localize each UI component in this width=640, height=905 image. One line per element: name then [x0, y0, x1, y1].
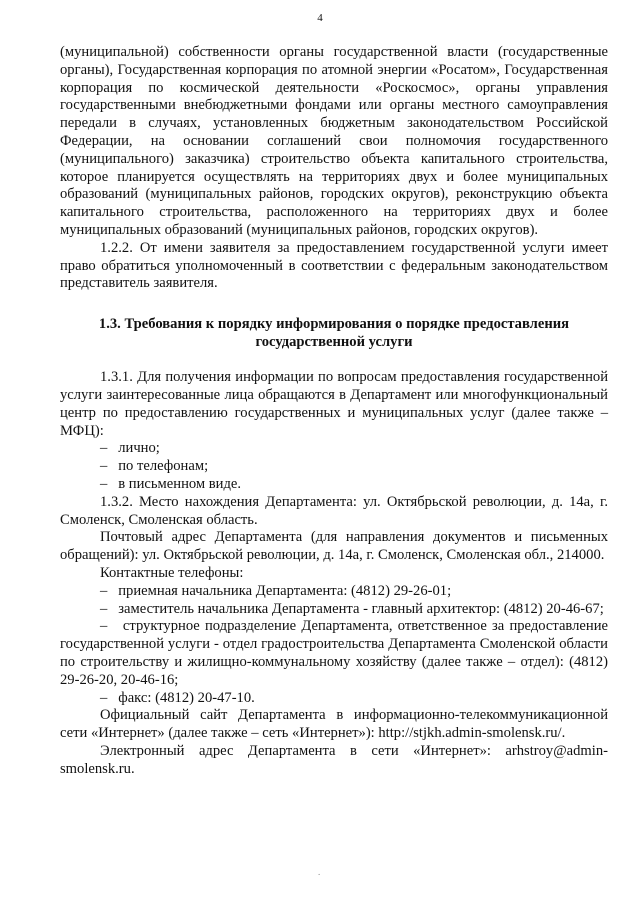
phone-text: факс: (4812) 20-47-10. [118, 689, 255, 706]
paragraph-1-3-2: 1.3.2. Место нахождения Департамента: ул. Октябрьской революции, д. 14а, г. Смоленск, Смоленская область. [60, 493, 608, 528]
dash-marker: – [100, 458, 108, 475]
phone-text: приемная начальника Департамента: (4812) 29-26-01; [118, 582, 452, 599]
list-item [60, 440, 608, 458]
list-item [60, 458, 608, 476]
email-address: Электронный адрес Департамента в сети «Интернет»: arhstroy@admin-smolensk.ru. [60, 742, 608, 777]
phone-item [60, 583, 608, 601]
phone-item [60, 601, 608, 619]
list-item-text: в письменном виде. [118, 475, 242, 492]
dash-marker: – [100, 600, 108, 617]
official-website: Официальный сайт Департамента в информационно-телекоммуникационной сети «Интернет» (далее также – сеть «Интернет»): http://stjkh.admin-smolensk.ru/. [60, 707, 608, 742]
phone-item [60, 690, 608, 708]
footer-mark: . [318, 867, 321, 877]
list-item [60, 476, 608, 494]
list-item-text: по телефонам; [118, 458, 209, 475]
document-body [60, 44, 608, 778]
paragraph-1-3-1: 1.3.1. Для получения информации по вопросам предоставления государственной услуги заинтересованные лица обращаются в Департамент или многофункциональный центр по предоставлению государственных и муниципальных услуг (далее также – МФЦ): [60, 369, 608, 439]
phones-list [60, 583, 608, 708]
dash-marker: – [100, 440, 108, 457]
phones-title: Контактные телефоны: [100, 564, 244, 581]
continuation-paragraph: (муниципальной) собственности органы государственной власти (государственные органы), Государственная корпорация по атомной энергии «Росатом», Государственная корпорация по космической деятельности «Роскосмос», органы управления государственными внебюджетными фондами или органы местного самоуправления передали в случаях, установленных бюджетным законодательством Российской Федерации, на основании соглашений свои полномочия государственного (муниципального) заказчика) строительство объекта капитального строительства, которое планируется осуществлять на территориях двух и более муниципальных образований (муниципальных районов, городских округов), реконструкцию объекта капитального строительства, расположенного на территориях двух и более муниципальных образований (муниципальных районов, городских округов). [60, 44, 608, 238]
dash-marker: – [100, 689, 108, 706]
phone-text: структурное подразделение Департамента, ответственное за предоставление государственной услуги - отдел градостроительства Департамента Смоленской области по строительству и жилищно-коммунальному хозяйству (далее также – отдел): (4812) 29-26-20, 20-46-16; [60, 618, 608, 688]
list-item-text: лично; [118, 440, 160, 457]
paragraph-1-2-2: 1.2.2. От имени заявителя за предоставлением государственной услуги имеет право обратиться уполномоченный в соответствии с федеральным законодательством представитель заявителя. [60, 239, 608, 292]
dash-marker: – [100, 475, 108, 492]
dash-marker: – [100, 582, 108, 599]
dash-marker: – [100, 618, 108, 635]
contact-ways-list [60, 440, 608, 493]
phone-item [60, 618, 608, 689]
page-number: 4 [317, 12, 323, 24]
section-heading-1-3: 1.3. Требования к порядку информирования о порядке предоставления государственной услуги [98, 316, 570, 351]
phone-text: заместитель начальника Департамента - главный архитектор: (4812) 20-46-67; [118, 600, 604, 617]
postal-address: Почтовый адрес Департамента (для направления документов и письменных обращений): ул. Октябрьской революции, д. 14а, г. Смоленск, Смоленская обл., 214000. [60, 529, 608, 564]
